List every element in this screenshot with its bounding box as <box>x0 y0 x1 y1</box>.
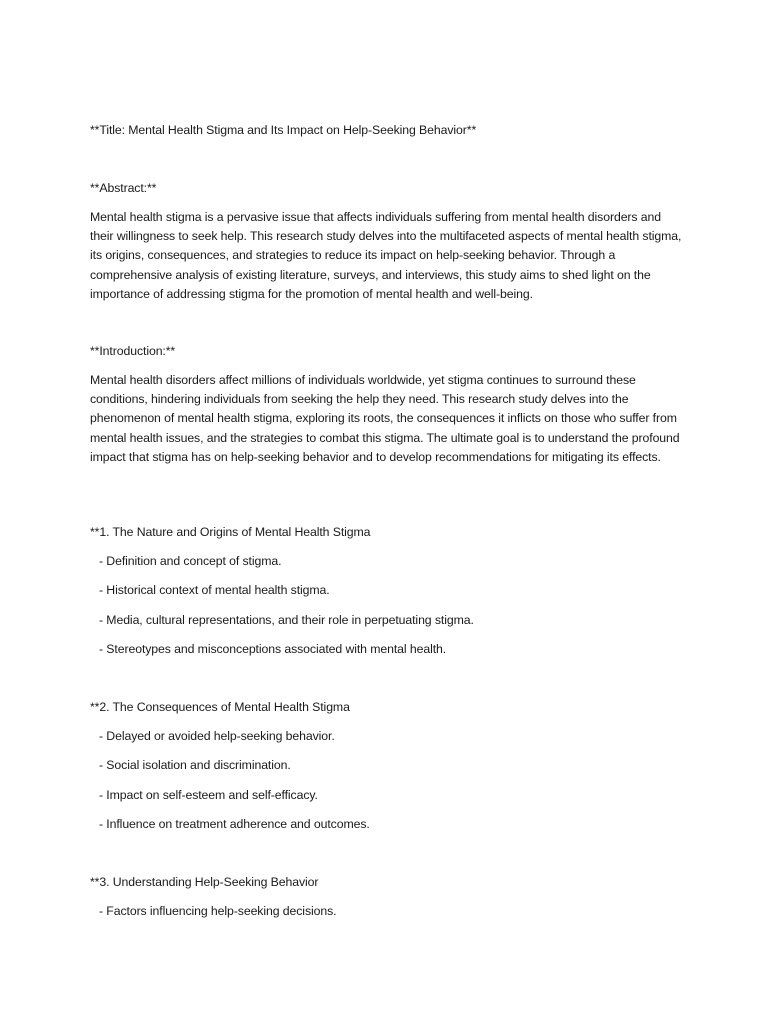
document-title: **Title: Mental Health Stigma and Its Impact on Help-Seeking Behavior** <box>90 123 477 137</box>
list-item: - Historical context of mental health stigma. <box>99 583 330 597</box>
list-item: - Impact on self-esteem and self-efficacy. <box>99 788 318 802</box>
abstract-paragraph: Mental health stigma is a pervasive issue that affects individuals suffering from mental health disorders and their willingness to seek help. This research study delves into the multifaceted aspects of mental health stigma, its origins, consequences, and strategies to reduce its impact on help-seeking behavior. Through a comprehensive analysis of existing literature, surveys, and interviews, this study aims to shed light on the importance of addressing stigma for the promotion of mental health and well-being. <box>90 210 682 301</box>
list-item: - Delayed or avoided help-seeking behavior. <box>99 729 335 743</box>
list-item: - Definition and concept of stigma. <box>99 554 282 568</box>
list-item: - Social isolation and discrimination. <box>99 758 291 772</box>
introduction-paragraph: Mental health disorders affect millions of individuals worldwide, yet stigma continues to surround these conditions, hindering individuals from seeking the help they need. This research study delves into the phenomenon of mental health stigma, exploring its roots, the consequences it inflicts on those who suffer from mental health issues, and the strategies to combat this stigma. The ultimate goal is to understand the profound impact that stigma has on help-seeking behavior and to develop recommendations for mitigating its effects. <box>90 373 680 464</box>
list-item: - Stereotypes and misconceptions associated with mental health. <box>99 642 447 656</box>
section-heading: **1. The Nature and Origins of Mental Health Stigma <box>90 525 371 539</box>
section-heading: **3. Understanding Help-Seeking Behavior <box>90 875 319 889</box>
section-heading: **2. The Consequences of Mental Health Stigma <box>90 700 350 714</box>
abstract-heading: **Abstract:** <box>90 181 157 195</box>
introduction-heading: **Introduction:** <box>90 344 176 358</box>
list-item: - Media, cultural representations, and their role in perpetuating stigma. <box>99 613 474 627</box>
list-item: - Factors influencing help-seeking decisions. <box>99 904 337 918</box>
list-item: - Influence on treatment adherence and outcomes. <box>99 817 370 831</box>
